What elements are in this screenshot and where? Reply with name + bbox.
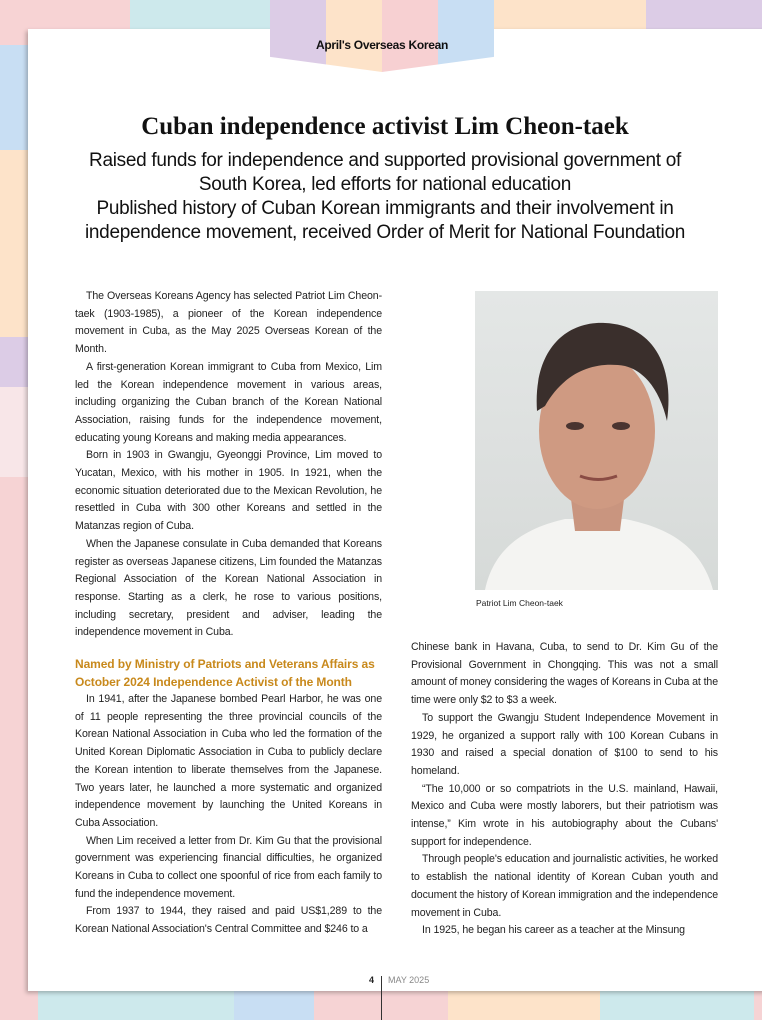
photo-caption: Patriot Lim Cheon-taek [476, 598, 563, 608]
body-column-left-top [75, 288, 382, 642]
background-tile [0, 45, 28, 150]
paragraph: Through people's education and journalistic activities, he worked to establish the national identity of Korean Cuban youth and document the history of Korean immigration and the independence movement in Cuba. [411, 853, 718, 919]
background-tile [0, 150, 28, 337]
paragraph: The Overseas Koreans Agency has selected Patriot Lim Cheon-taek (1903-1985), a pioneer of the Korean independence movement in Cuba, as the May 2025 Overseas Korean of the Month. [75, 290, 382, 356]
section-banner [270, 0, 494, 72]
background-tile [0, 477, 28, 1020]
paragraph: Chinese bank in Havana, Cuba, to send to Dr. Kim Gu of the Provisional Government in Chongqing. This was not a small amount of money considering the wages of Koreans in Cuba at the time were only $2 to $3 a week. [411, 641, 718, 707]
background-tile [0, 337, 28, 387]
background-tile [38, 990, 234, 1020]
paragraph: When Lim received a letter from Dr. Kim Gu that the provisional government was experiencing financial difficulties, he organized Koreans in Cuba to collect one spoonful of rice from each family to fund the independence movement. [75, 834, 382, 900]
background-tile [234, 990, 314, 1020]
paragraph: “The 10,000 or so compatriots in the U.S. mainland, Hawaii, Mexico and Cuba were mostly laborers, but their patriotism was intense,” Kim wrote in his autobiography about the Cubans' support for independence. [411, 782, 718, 848]
page-number: 4 [368, 975, 374, 985]
paragraph: A first-generation Korean immigrant to Cuba from Mexico, Lim led the Korean independence movement in various areas, including organizing the Cuban branch of the Korean National Association, raising funds for the independence movement, educating young Koreans and making media appearances. [75, 360, 382, 444]
background-tile [0, 387, 28, 477]
article-subtitle [40, 149, 730, 245]
footer-divider [381, 976, 382, 1020]
portrait-photo [475, 291, 718, 590]
paragraph: Born in 1903 in Gwangju, Gyeonggi Province, Lim moved to Yucatan, Mexico, with his mother in 1905. In 1921, when the economic situation deteriorated due to the Mexican Revolution, he resettled in Cuba with 300 other Koreans and settled in the Matanzas region of Cuba. [75, 449, 382, 533]
section-label: April's Overseas Korean [315, 38, 449, 52]
background-tile [448, 990, 600, 1020]
portrait-illustration [475, 291, 718, 590]
paragraph: To support the Gwangju Student Independence Movement in 1929, he organized a support rally with 100 Korean Cubans in 1930 and raised a special donation of $100 to send to his homeland. [411, 711, 718, 777]
body-column-right [411, 639, 718, 940]
section-subheading: Named by Ministry of Patriots and Veterans Affairs as October 2024 Independence Activist of the Month [75, 657, 375, 689]
article-title: Cuban independence activist Lim Cheon-taek [141, 113, 629, 140]
paragraph: In 1925, he began his career as a teacher at the Minsung [422, 924, 685, 937]
issue-date: MAY 2025 [388, 975, 430, 985]
subtitle-line: South Korea, led efforts for national education [198, 174, 572, 195]
subtitle-line: Raised funds for independence and supported provisional government of [89, 150, 681, 171]
subtitle-line: independence movement, received Order of Merit for National Foundation [84, 222, 685, 243]
paragraph: In 1941, after the Japanese bombed Pearl Harbor, he was one of 11 people representing the three provincial councils of the Korean National Association in Cuba who led the formation of the United Korean Diplomatic Association in Cuba to publicly declare the Korean intention to liberate themselves from the Japanese. Two years later, he launched a more systematic and organized independence movement by launching the United Koreans in Cuba Association. [75, 693, 382, 829]
paragraph: From 1937 to 1944, they raised and paid US$1,289 to the Korean National Association's Central Committee and $246 to a [75, 905, 382, 936]
subtitle-line: Published history of Cuban Korean immigrants and their involvement in [96, 198, 674, 219]
paragraph: When the Japanese consulate in Cuba demanded that Koreans register as overseas Japanese citizens, Lim founded the Matanzas Regional Association of the Korean National Association in response. Starting as a clerk, he rose to various positions, including secretary, president and adviser, leading the independence movement in Cuba. [75, 537, 382, 639]
background-tile [600, 990, 754, 1020]
body-column-left-bottom [75, 655, 382, 939]
